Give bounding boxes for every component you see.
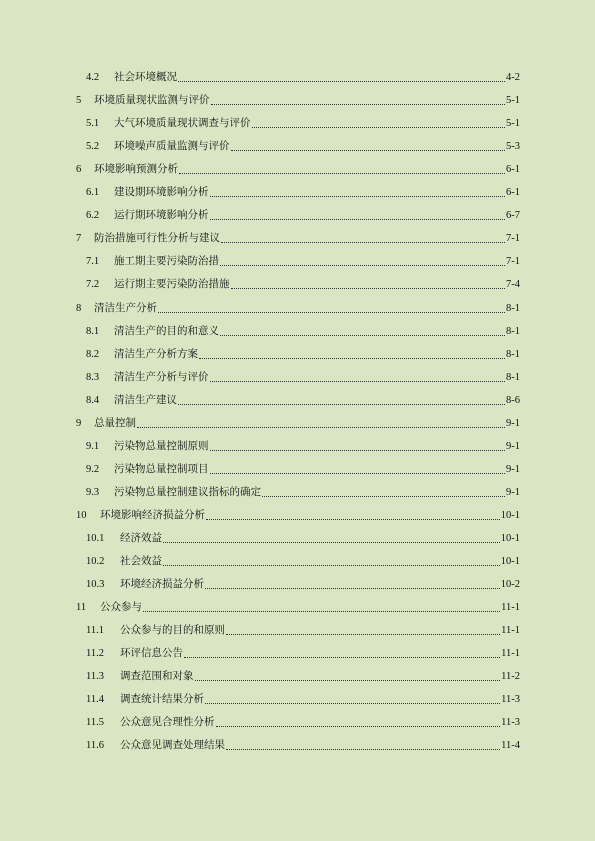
toc-entry[interactable] (0, 623, 595, 639)
toc-entry-title: 环境经济损益分析 (120, 579, 204, 591)
toc-entry-page-number: 6-1 (506, 164, 520, 176)
toc-entry-number: 6.1 (86, 187, 100, 199)
toc-entry[interactable] (0, 646, 595, 662)
toc-entry-title: 清洁生产建议 (114, 394, 177, 406)
toc-entry-number: 9.1 (86, 440, 100, 452)
toc-entry-page-number: 11-1 (501, 648, 520, 660)
toc-entry-page-number: 9-1 (506, 463, 520, 475)
toc-entry-number: 8.2 (86, 348, 100, 360)
toc-entry[interactable] (0, 669, 595, 685)
toc-entry-page-number: 9-1 (506, 486, 520, 498)
toc-dot-leader (220, 335, 505, 336)
toc-dot-leader (158, 312, 505, 313)
toc-entry[interactable] (0, 301, 595, 317)
toc-entry-number: 8.3 (86, 371, 100, 383)
toc-entry-number: 10.3 (86, 579, 105, 591)
toc-entry-number: 7 (76, 233, 82, 245)
toc-entry-page-number: 10-2 (500, 579, 520, 591)
toc-entry[interactable] (0, 116, 595, 132)
toc-entry-page-number: 4-2 (506, 72, 520, 83)
toc-entry-number: 8 (76, 302, 82, 314)
toc-entry-number: 11.4 (86, 694, 104, 706)
toc-dot-leader (143, 611, 500, 612)
toc-entry-page-number: 7-1 (506, 233, 520, 245)
toc-entry[interactable] (0, 439, 595, 455)
toc-dot-leader (205, 703, 500, 704)
toc-entry[interactable] (0, 462, 595, 478)
toc-dot-leader (205, 588, 500, 589)
toc-dot-leader (210, 381, 505, 382)
toc-entry-title: 环境影响预测分析 (94, 164, 178, 176)
toc-entry-number: 8.1 (86, 325, 100, 337)
toc-entry-page-number: 5-1 (506, 118, 520, 130)
toc-entry-number: 11.2 (86, 648, 104, 660)
toc-dot-leader (210, 450, 505, 451)
toc-entry[interactable] (0, 347, 595, 363)
toc-entry-number: 9.3 (86, 486, 100, 498)
toc-entry-title: 清洁生产分析方案 (114, 348, 198, 360)
toc-entry[interactable] (0, 185, 595, 201)
toc-entry-page-number: 11-3 (501, 694, 520, 706)
toc-dot-leader (163, 542, 500, 543)
toc-entry[interactable] (0, 324, 595, 340)
toc-entry[interactable] (0, 715, 595, 731)
toc-entry-page-number: 5-3 (506, 141, 520, 153)
toc-dot-leader (226, 634, 500, 635)
toc-entry-number: 11.3 (86, 671, 104, 683)
toc-entry-title: 污染物总量控制项目 (114, 463, 209, 475)
toc-entry-page-number: 11-2 (501, 671, 520, 683)
toc-entry-title: 运行期主要污染防治措施 (114, 279, 230, 291)
toc-entry-title: 清洁生产分析与评价 (114, 371, 209, 383)
toc-entry-page-number: 11-4 (501, 740, 520, 752)
toc-dot-leader (179, 173, 505, 174)
toc-dot-leader (178, 81, 505, 82)
toc-entry-title: 防治措施可行性分析与建议 (94, 233, 220, 245)
toc-dot-leader (199, 358, 505, 359)
toc-dot-leader (184, 657, 500, 658)
toc-dot-leader (210, 196, 505, 197)
toc-entry-title: 污染物总量控制原则 (114, 440, 209, 452)
toc-entry-title: 社会环境概况 (114, 72, 177, 83)
toc-entry-title: 公众意见调查处理结果 (120, 740, 225, 752)
toc-entry-page-number: 10-1 (500, 533, 520, 544)
toc-entry-number: 7.1 (86, 256, 100, 268)
toc-entry[interactable] (0, 93, 595, 109)
toc-entry-page-number: 11-3 (501, 717, 520, 729)
toc-entry[interactable] (0, 70, 595, 86)
toc-entry-number: 10.1 (86, 533, 105, 544)
toc-entry[interactable] (0, 485, 595, 501)
toc-entry-number: 5.2 (86, 141, 100, 153)
toc-entry-page-number: 6-7 (506, 210, 520, 222)
toc-entry-page-number: 8-1 (506, 348, 520, 360)
toc-dot-leader (206, 519, 500, 520)
toc-entry[interactable] (0, 277, 595, 293)
toc-entry[interactable] (0, 508, 595, 524)
toc-dot-leader (195, 680, 500, 681)
toc-entry-number: 11.1 (86, 625, 104, 637)
toc-entry-title: 公众意见合理性分析 (120, 717, 215, 729)
toc-entry-title: 环境质量现状监测与评价 (94, 95, 210, 107)
toc-dot-leader (262, 496, 505, 497)
toc-entry-title: 大气环境质量现状调查与评价 (114, 118, 251, 130)
toc-dot-leader (163, 565, 500, 566)
toc-entry-page-number: 5-1 (506, 95, 520, 107)
toc-entry[interactable] (0, 554, 595, 570)
toc-entry-title: 经济效益 (120, 533, 162, 544)
toc-entry-number: 5.1 (86, 118, 100, 130)
toc-entry-title: 环境影响经济损益分析 (100, 509, 205, 521)
toc-entry[interactable] (0, 139, 595, 155)
toc-entry-page-number: 8-6 (506, 394, 520, 406)
toc-entry[interactable] (0, 531, 595, 547)
toc-entry-number: 11 (76, 602, 87, 614)
toc-entry[interactable] (0, 577, 595, 593)
toc-entry[interactable] (0, 416, 595, 432)
toc-entry-page-number: 11-1 (501, 625, 520, 637)
toc-entry[interactable] (0, 738, 595, 754)
toc-dot-leader (216, 726, 500, 727)
toc-entry-number: 10 (76, 509, 87, 521)
toc-entry-title: 清洁生产的目的和意义 (114, 325, 219, 337)
toc-entry-title: 施工期主要污染防治措 (114, 256, 219, 268)
toc-entry-number: 5 (76, 95, 82, 107)
toc-entry-page-number: 10-1 (500, 556, 520, 568)
toc-entry-title: 运行期环境影响分析 (114, 210, 209, 222)
toc-entry-number: 6 (76, 164, 82, 176)
toc-entry-title: 总量控制 (94, 417, 136, 429)
toc-entry[interactable] (0, 370, 595, 386)
toc-dot-leader (211, 104, 505, 105)
toc-entry-title: 调查统计结果分析 (120, 694, 204, 706)
toc-dot-leader (137, 427, 505, 428)
toc-dot-leader (226, 749, 500, 750)
toc-entry[interactable] (0, 162, 595, 178)
toc-entry-title: 社会效益 (120, 556, 162, 568)
toc-entry-title: 清洁生产分析 (94, 302, 157, 314)
toc-dot-leader (210, 219, 505, 220)
toc-entry[interactable] (0, 254, 595, 270)
toc-dot-leader (210, 473, 505, 474)
toc-entry-number: 4.2 (86, 72, 100, 83)
toc-entry-title: 调查范围和对象 (120, 671, 194, 683)
toc-entry-title: 建设期环境影响分析 (114, 187, 209, 199)
toc-dot-leader (231, 288, 505, 289)
toc-entry[interactable] (0, 231, 595, 247)
toc-entry-page-number: 9-1 (506, 417, 520, 429)
toc-entry-number: 8.4 (86, 394, 100, 406)
toc-entry-number: 7.2 (86, 279, 100, 291)
toc-entry[interactable] (0, 393, 595, 409)
toc-entry-title: 公众参与的目的和原则 (120, 625, 225, 637)
toc-entry-page-number: 10-1 (500, 509, 520, 521)
toc-entry-page-number: 6-1 (506, 187, 520, 199)
toc-dot-leader (178, 404, 505, 405)
toc-entry[interactable] (0, 692, 595, 708)
toc-entry-number: 11.6 (86, 740, 104, 752)
toc-entry-title: 污染物总量控制建议指标的确定 (114, 486, 261, 498)
toc-entry-title: 环境噪声质量监测与评价 (114, 141, 230, 153)
toc-entry-page-number: 7-1 (506, 256, 520, 268)
toc-entry-page-number: 11-1 (501, 602, 520, 614)
toc-entry-number: 10.2 (86, 556, 105, 568)
toc-entry-number: 6.2 (86, 210, 100, 222)
toc-entry-number: 11.5 (86, 717, 104, 729)
toc-entry-page-number: 9-1 (506, 440, 520, 452)
toc-dot-leader (231, 150, 505, 151)
toc-entry[interactable] (0, 208, 595, 224)
toc-entry-page-number: 8-1 (506, 325, 520, 337)
toc-entry-number: 9 (76, 417, 82, 429)
toc-dot-leader (221, 242, 505, 243)
toc-entry[interactable] (0, 600, 595, 616)
toc-entry-page-number: 8-1 (506, 302, 520, 314)
toc-entry-title: 公众参与 (100, 602, 142, 614)
toc-entry-number: 9.2 (86, 463, 100, 475)
toc-dot-leader (252, 127, 505, 128)
toc-dot-leader (220, 265, 505, 266)
toc-entry-page-number: 8-1 (506, 371, 520, 383)
toc-entry-title: 环评信息公告 (120, 648, 183, 660)
toc-entry-page-number: 7-4 (506, 279, 520, 291)
